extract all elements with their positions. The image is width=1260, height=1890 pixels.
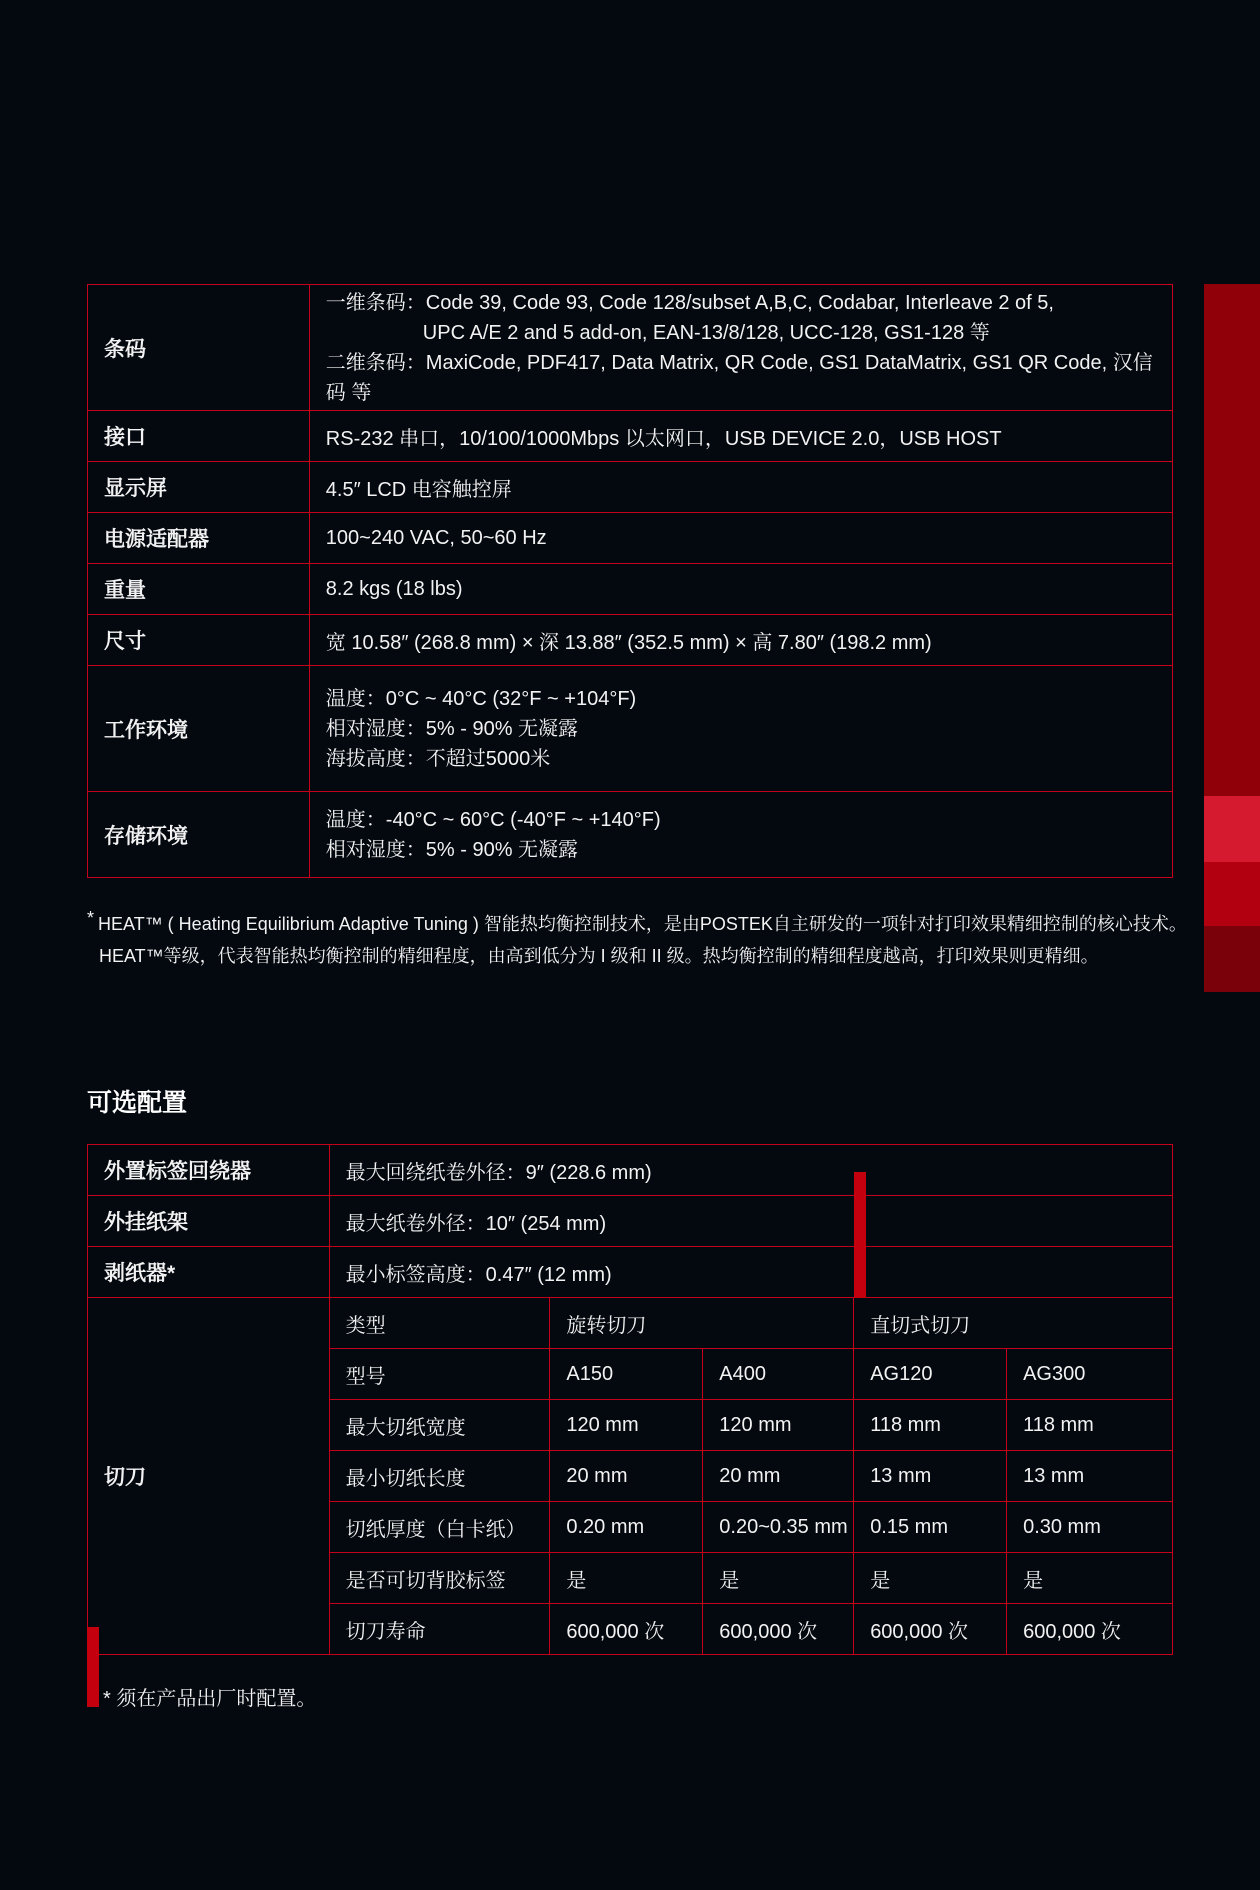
cutter-cell: 0.20 mm	[550, 1502, 703, 1553]
spec-value	[309, 792, 1172, 878]
option-label: 切刀	[88, 1298, 330, 1655]
cutter-cell: 120 mm	[703, 1400, 854, 1451]
spec-table	[87, 284, 1173, 878]
cutter-header: 直切式切刀	[854, 1298, 1173, 1349]
side-accent-bar	[1204, 862, 1260, 926]
option-label: 外置标签回绕器	[88, 1145, 330, 1196]
red-accent-mark	[87, 1627, 99, 1707]
spec-line: 相对湿度：5% - 90% 无凝露	[325, 717, 579, 740]
cutter-cell: 600,000 次	[1007, 1604, 1173, 1655]
table-row	[88, 564, 1173, 615]
table-row	[88, 1247, 1173, 1298]
cutter-cell: 13 mm	[1007, 1451, 1173, 1502]
spec-line: 二维条码：MaxiCode, PDF417, Data Matrix, QR Code, GS1 DataMatrix, GS1 QR Code, 汉信码 等	[325, 351, 1153, 404]
spec-line: UPC A/E 2 and 5 add-on, EAN-13/8/128, UCC-128, GS1-128 等	[422, 321, 990, 344]
spec-label: 工作环境	[88, 666, 310, 792]
cutter-header: 类型	[329, 1298, 550, 1349]
option-value: 最大回绕纸卷外径：9″ (228.6 mm)	[329, 1145, 1172, 1196]
spec-label: 重量	[88, 564, 310, 615]
table-row	[88, 462, 1173, 513]
cutter-row-name: 型号	[329, 1349, 550, 1400]
spec-value: 宽 10.58″ (268.8 mm) × 深 13.88″ (352.5 mm) × 高 7.80″ (198.2 mm)	[309, 615, 1172, 666]
spec-label: 显示屏	[88, 462, 310, 513]
cutter-row-name: 切纸厚度（白卡纸）	[329, 1502, 550, 1553]
table-row	[88, 285, 1173, 411]
table-row	[88, 411, 1173, 462]
table-row	[88, 1298, 1173, 1349]
spec-line: 温度：-40°C ~ 60°C (-40°F ~ +140°F)	[325, 808, 661, 831]
option-label: 剥纸器*	[88, 1247, 330, 1298]
cutter-cell: 是	[854, 1553, 1007, 1604]
side-accent-bar	[1204, 796, 1260, 862]
cutter-cell: AG120	[854, 1349, 1007, 1400]
side-accent-bar	[1204, 926, 1260, 992]
cutter-cell: 600,000 次	[550, 1604, 703, 1655]
cutter-cell: 600,000 次	[854, 1604, 1007, 1655]
spec-line: 海拔高度：不超过5000米	[325, 747, 551, 770]
spec-label: 条码	[88, 285, 310, 411]
spec-label: 电源适配器	[88, 513, 310, 564]
cutter-cell: 是	[1007, 1553, 1173, 1604]
spec-line: 一维条码：Code 39, Code 93, Code 128/subset A,B,C, Codabar, Interleave 2 of 5,	[325, 291, 1054, 314]
footnote-mark: *	[87, 908, 95, 928]
spec-label: 接口	[88, 411, 310, 462]
table-row	[88, 513, 1173, 564]
cutter-cell: 0.15 mm	[854, 1502, 1007, 1553]
cutter-cell: 是	[550, 1553, 703, 1604]
table-row	[88, 1145, 1173, 1196]
table-row	[88, 615, 1173, 666]
option-value: 最小标签高度：0.47″ (12 mm)	[329, 1247, 1172, 1298]
cutter-cell: 118 mm	[854, 1400, 1007, 1451]
spec-label: 尺寸	[88, 615, 310, 666]
spec-value: 8.2 kgs (18 lbs)	[309, 564, 1172, 615]
spec-line: 相对湿度：5% - 90% 无凝露	[325, 838, 579, 861]
spec-value: 100~240 VAC, 50~60 Hz	[309, 513, 1172, 564]
cutter-row-name: 是否可切背胶标签	[329, 1553, 550, 1604]
cutter-cell: A400	[703, 1349, 854, 1400]
cutter-header: 旋转切刀	[550, 1298, 854, 1349]
option-label: 外挂纸架	[88, 1196, 330, 1247]
factory-note: * 须在产品出厂时配置。	[103, 1688, 317, 1710]
side-accent-bar	[1204, 284, 1260, 796]
cutter-row-name: 最小切纸长度	[329, 1451, 550, 1502]
spec-value	[309, 285, 1172, 411]
cutter-cell: 是	[703, 1553, 854, 1604]
cutter-cell: 20 mm	[703, 1451, 854, 1502]
cutter-cell: 13 mm	[854, 1451, 1007, 1502]
cutter-cell: 20 mm	[550, 1451, 703, 1502]
cutter-cell: 600,000 次	[703, 1604, 854, 1655]
cutter-cell: AG300	[1007, 1349, 1173, 1400]
table-row	[88, 1196, 1173, 1247]
spec-value: RS-232 串口，10/100/1000Mbps 以太网口，USB DEVICE 2.0，USB HOST	[309, 411, 1172, 462]
heat-footnote	[87, 902, 1187, 972]
spec-value: 4.5″ LCD 电容触控屏	[309, 462, 1172, 513]
table-row	[88, 666, 1173, 792]
option-value: 最大纸卷外径：10″ (254 mm)	[329, 1196, 1172, 1247]
cutter-cell: 120 mm	[550, 1400, 703, 1451]
cutter-cell: 118 mm	[1007, 1400, 1173, 1451]
spec-value	[309, 666, 1172, 792]
cutter-cell: 0.20~0.35 mm	[703, 1502, 854, 1553]
footnote-line: HEAT™ ( Heating Equilibrium Adaptive Tuning ) 智能热均衡控制技术，是由POSTEK自主研发的一项针对打印效果精细控制的核心技术。	[98, 914, 1187, 934]
footnote-line: HEAT™等级，代表智能热均衡控制的精细程度，由高到低分为 I 级和 II 级。热均衡控制的精细程度越高，打印效果则更精细。	[99, 946, 1099, 966]
spec-label: 存储环境	[88, 792, 310, 878]
optional-config-table	[87, 1144, 1173, 1655]
cutter-cell: A150	[550, 1349, 703, 1400]
cutter-cell: 0.30 mm	[1007, 1502, 1173, 1553]
cutter-row-name: 最大切纸宽度	[329, 1400, 550, 1451]
cutter-row-name: 切刀寿命	[329, 1604, 550, 1655]
spec-line: 温度：0°C ~ 40°C (32°F ~ +104°F)	[325, 687, 637, 710]
red-accent-mark	[854, 1172, 866, 1298]
table-row	[88, 792, 1173, 878]
section-title: 可选配置	[87, 1089, 188, 1117]
